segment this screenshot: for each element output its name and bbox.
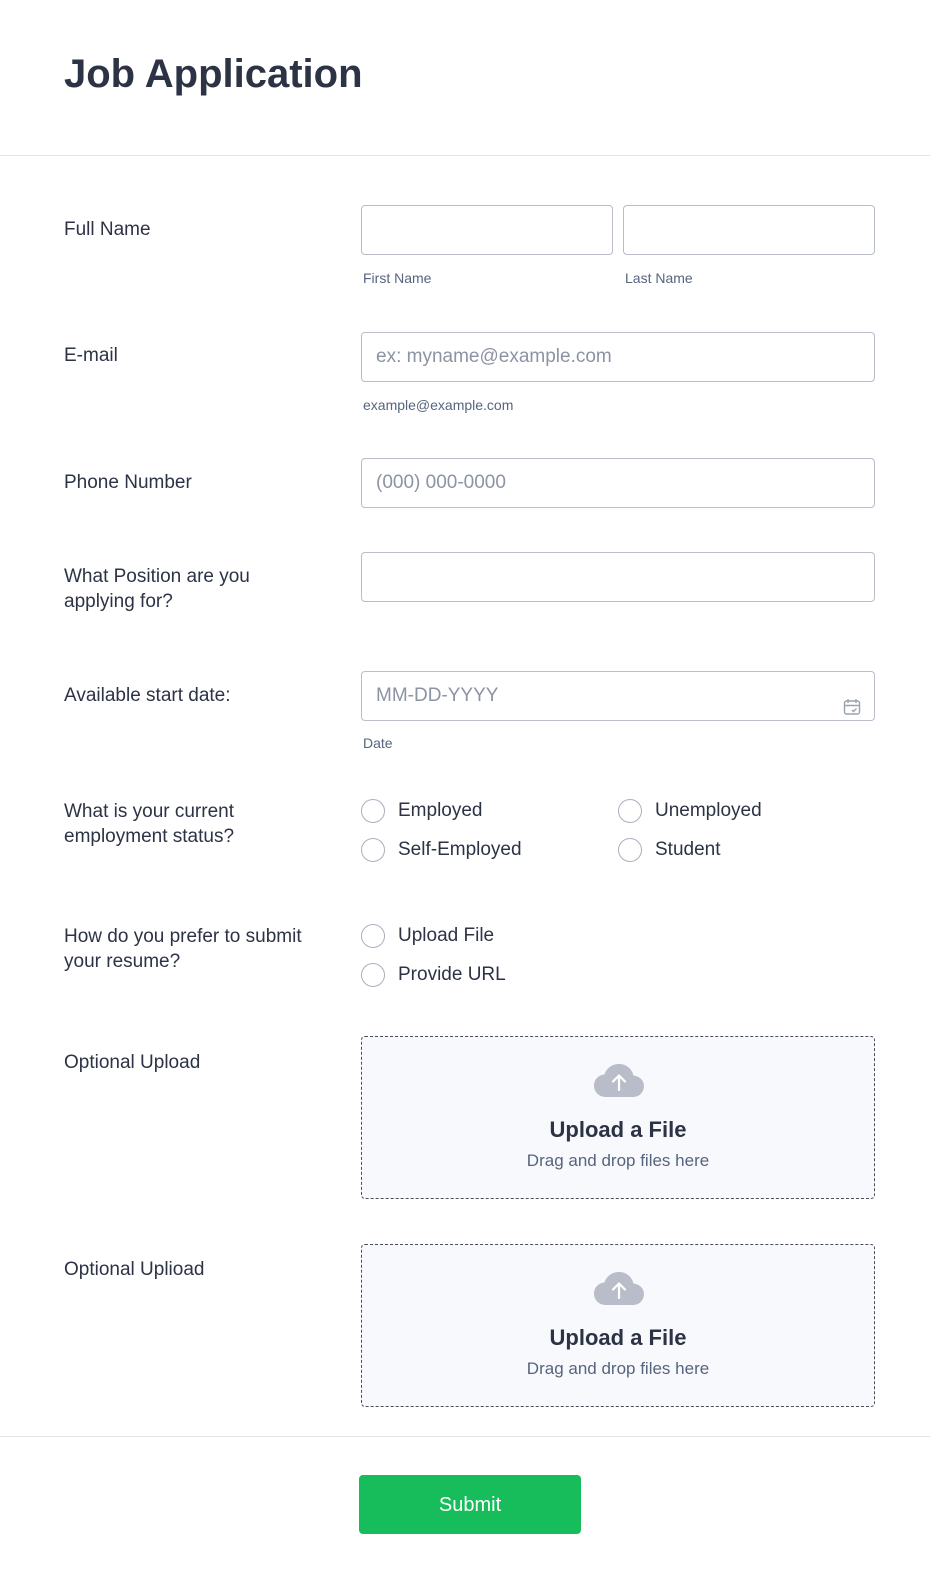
start-date-input[interactable] [361,671,875,721]
last-name-sublabel: Last Name [625,270,693,286]
full-name-label: Full Name [64,219,151,240]
radio-circle[interactable] [618,838,642,862]
form-header [0,0,930,156]
radio-unemployed[interactable] [618,797,762,825]
first-name-input[interactable] [361,205,613,255]
radio-label: Upload File [398,925,495,946]
position-input[interactable] [361,552,875,602]
email-sublabel: example@example.com [363,397,514,413]
employment-status-label: What is your current employment status? [64,801,235,847]
radio-label: Employed [398,800,483,821]
radio-label: Student [655,839,721,860]
radio-provide-url[interactable] [361,961,506,989]
radio-circle[interactable] [361,963,385,987]
cloud-upload-icon [594,1063,644,1099]
resume-method-label: How do you prefer to submit your resume? [64,926,302,972]
radio-upload-file[interactable] [361,922,494,950]
radio-circle[interactable] [618,799,642,823]
submit-button[interactable]: Submit [359,1475,581,1534]
start-date-sublabel: Date [363,735,393,751]
optional-upload-label-2: Optional Uplioad [64,1259,205,1280]
file-upload-dropzone-2[interactable] [361,1244,875,1407]
email-label: E-mail [64,345,118,366]
phone-label: Phone Number [64,472,192,493]
upload-title: Upload a File [549,1325,687,1350]
radio-circle[interactable] [361,799,385,823]
upload-title: Upload a File [549,1117,687,1142]
cloud-upload-icon [594,1271,644,1307]
radio-label: Self-Employed [398,839,522,860]
footer-divider [0,1436,930,1437]
upload-subtitle: Drag and drop files here [526,1151,710,1170]
radio-employed[interactable] [361,797,483,825]
radio-label: Provide URL [398,964,506,985]
phone-input[interactable]: (000) 000-0000 [361,458,875,508]
start-date-label: Available start date: [64,685,231,706]
start-date-placeholder: MM-DD-YYYY [376,685,499,706]
file-upload-dropzone[interactable] [361,1036,875,1199]
radio-self-employed[interactable] [361,836,522,864]
optional-upload-label: Optional Upload [64,1052,201,1073]
upload-subtitle: Drag and drop files here [526,1359,710,1378]
radio-circle[interactable] [361,838,385,862]
radio-label: Unemployed [655,800,762,821]
form-title: Job Application [64,52,363,96]
radio-student[interactable] [618,836,721,864]
radio-circle[interactable] [361,924,385,948]
last-name-input[interactable] [623,205,875,255]
email-input[interactable]: ex: myname@example.com [361,332,875,382]
calendar-icon[interactable] [843,687,861,705]
position-label: What Position are you applying for? [64,566,250,612]
first-name-sublabel: First Name [363,270,432,286]
